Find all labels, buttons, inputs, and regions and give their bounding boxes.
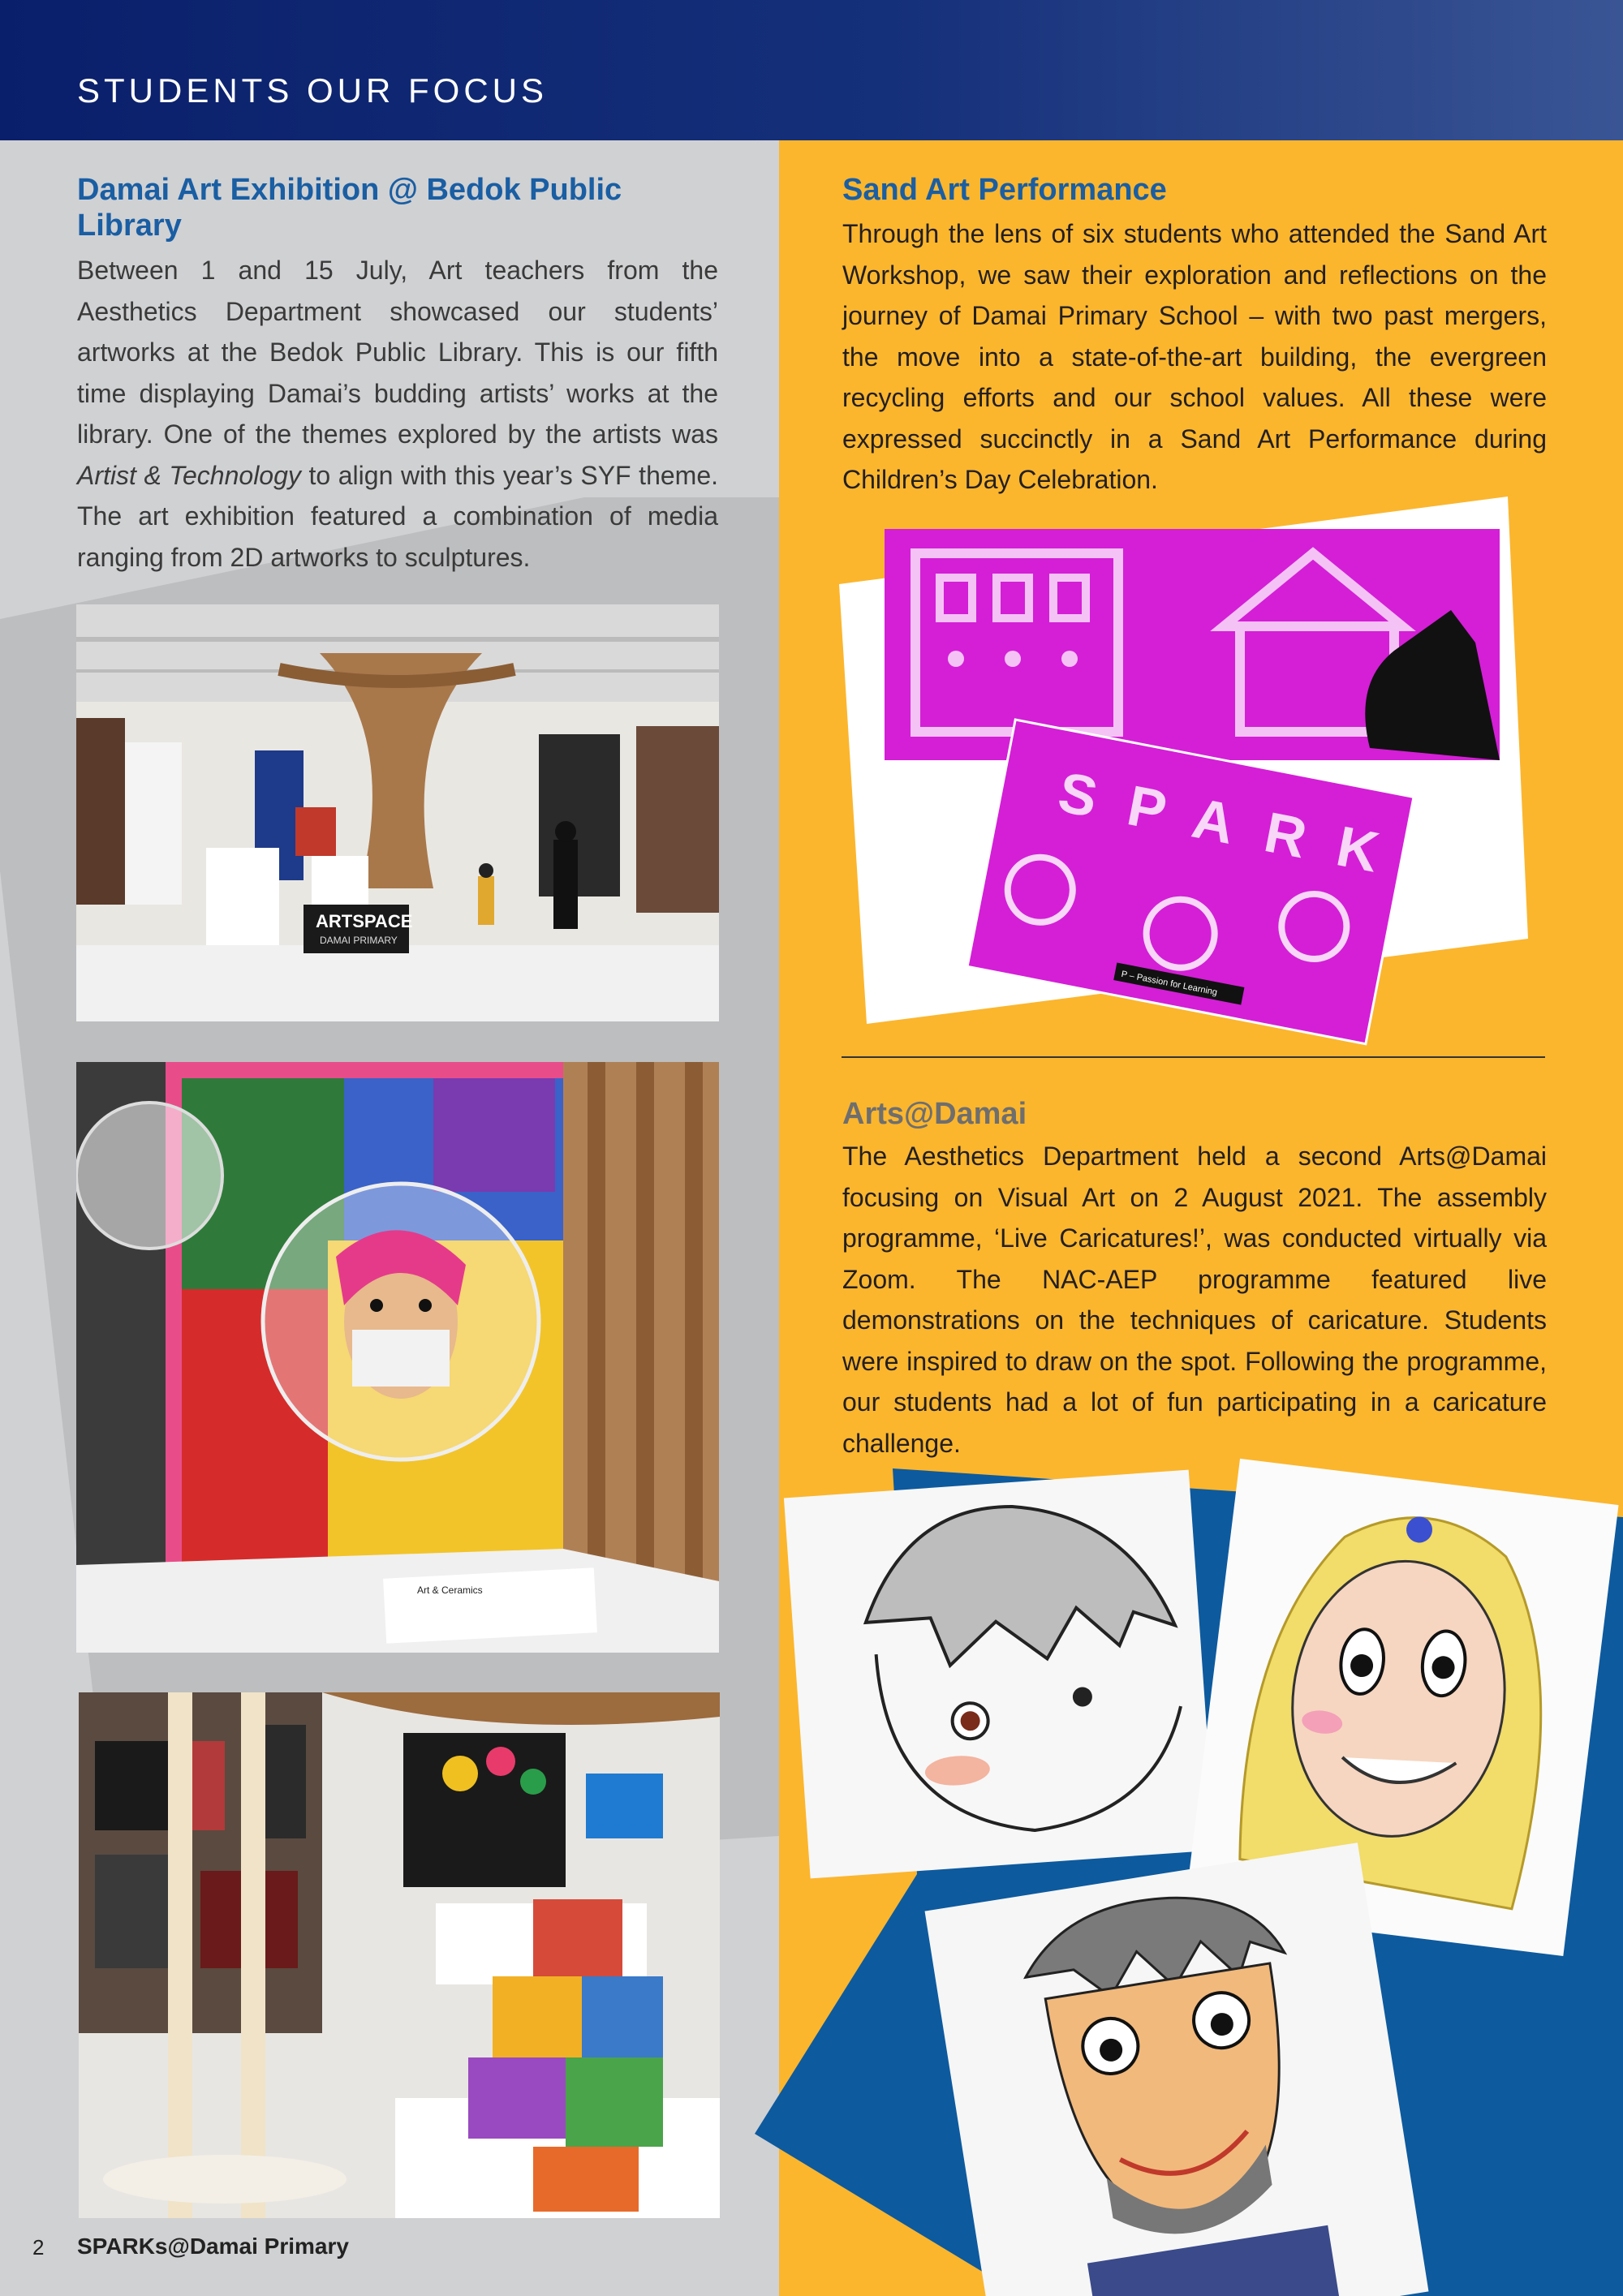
exhibition-title	[77, 172, 710, 243]
page-header	[0, 0, 1623, 140]
arts-damai-paragraph: The Aesthetics Department held a second Arts@Damai focusing on Visual Art on 2 August 2021. The assembly programme, ‘Live Caricatures!’, was conducted virtually via Zoom. The NAC-AEP programme featured live demonstrations on the techniques of caricature. Students were inspired to draw on the spot. Following the programme, our students had a lot of fun participating in a caricature challenge.	[842, 1142, 1547, 1458]
exhibition-photo-library	[76, 604, 719, 1021]
exhibition-title-line1: Damai Art Exhibition @ Bedok Public	[77, 173, 622, 207]
arts-damai-title: Arts@Damai	[842, 1097, 1027, 1131]
page-number: 2	[32, 2235, 45, 2259]
artwork-caption-card: Art & Ceramics	[417, 1584, 483, 1596]
artspace-subsign: DAMAI PRIMARY	[320, 935, 398, 946]
sand-word-spark: SPARK	[1053, 759, 1416, 891]
footer-brand: SPARKs@Damai Primary	[77, 2234, 349, 2259]
exhibition-photo-cubes	[79, 1692, 720, 2218]
artspace-sign: ARTSPACE	[316, 911, 413, 931]
exhibition-paragraph: Between 1 and 15 July, Art teachers from the Aesthetics Department showcased our students’ artworks at the Bedok Public Library. This is our fifth time displaying Damai’s budding artists’ works at the library. One of the themes explored by the artists was Artist & Technology to align with this year’s SYF theme. The art exhibition featured a combination of media ranging from 2D artworks to sculptures.	[77, 256, 719, 572]
sand-art-collage	[834, 497, 1532, 1032]
sand-art-title: Sand Art Performance	[842, 173, 1167, 207]
sand-caption: P – Passion for Learning	[1120, 969, 1218, 998]
exhibition-photo-artwork	[76, 1062, 719, 1653]
italic-theme: Artist & Technology	[77, 460, 301, 490]
caricature-collage	[755, 1452, 1623, 2296]
section-divider	[842, 1056, 1545, 1058]
exhibition-title-line2: Library	[77, 209, 182, 243]
sand-art-paragraph: Through the lens of six students who attended the Sand Art Workshop, we saw their exploration and reflections on the journey of Damai Primary School – with two past mergers, the move into a state-of-the-art building, the evergreen recycling efforts and our school values. All these were expressed succinctly in a Sand Art Performance during Children’s Day Celebration.	[842, 219, 1547, 494]
section-title: STUDENTS OUR FOCUS	[77, 71, 549, 110]
